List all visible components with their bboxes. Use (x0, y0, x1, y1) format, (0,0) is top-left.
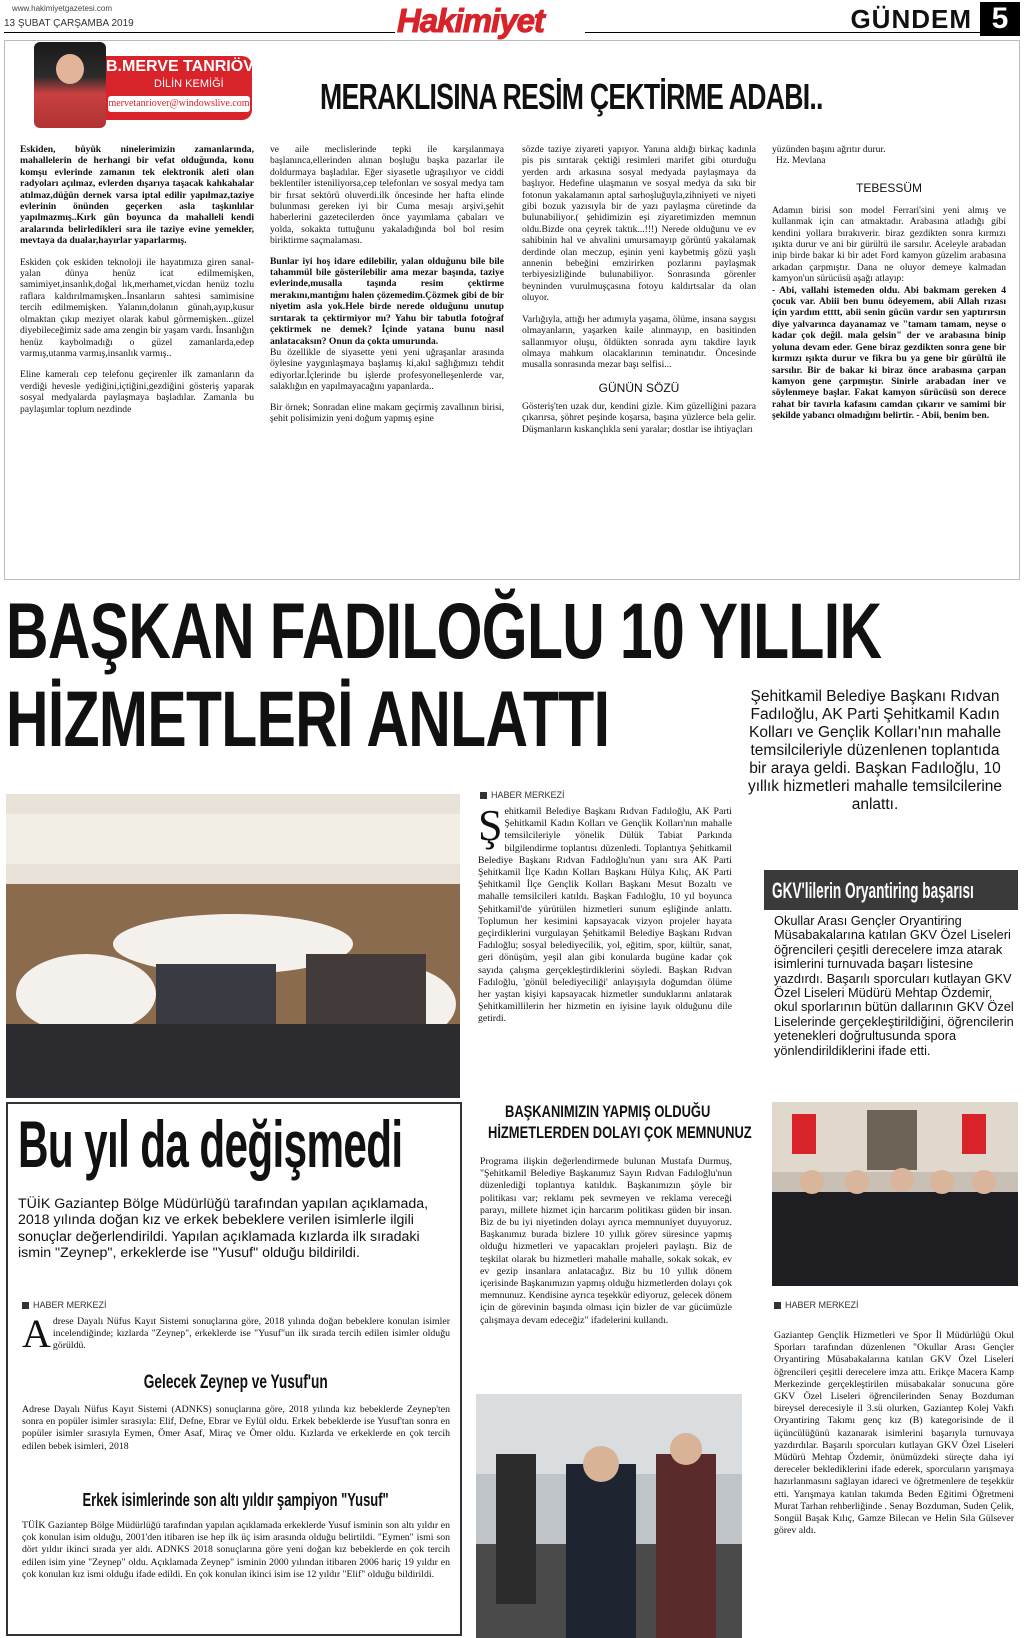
gkv-headline: GKV'lilerin Oryantiring başarısı (772, 878, 974, 903)
column-paragraph: ve aile meclislerinde tepki ile karşılanmaya başlanınca,ellerinden alınan boşluğu başka pazarlar ile doldurmaya başladılar. Eğer siyasetle uğraşılıyor ve ciddi beklentiler isteniliyorsa,cep telefonları ve sosyal medya tam bir fırsat sektörü oluverdi.ilk öncesinde her hafta elinde bulunması gereken iyi bir Cuma mesajı arşivi,şehit haberlerini gazetecilerden önce yayımlama çabaları ve yolda, sokakta tuttuğunu yakaladığında bol bol resim biriktirme saçmalaması. (270, 144, 504, 247)
newspaper-logo (395, 2, 585, 40)
quote-attribution: Hz. Mevlana (776, 155, 826, 167)
column-paragraph: Eskiden çok eskiden teknoloji ile hayatımıza giren sanal-yalan dünya henüz icat edilmemişken, samimiyet,insanlık,doğal lık,merhamet,vicdan henüz tozlu raflara kaldırılmamışken..İnsanların sahtesi samimisine tercih edilmemişken. Yalanın,dolanın günah,ayıp,kusur olmaktan çıkıp meziyet olarak kabul görmemişken...güzel diyebileceğimiz sade ama zengin bir yaşam vardı. İnsanlığın henüz kaybolmadığı o güzel zamanlarda,edep varmış,utanma varmış,insanlık varmış.. (20, 256, 254, 359)
joke-bold-paragraph: - Abi, vallahi istemeden oldu. Abi bakmam gereken 4 çocuk var. Abiii ben bunu ödeyemem, abii Allah rızası için yardım etttt, abii senin gücün vardır sen yaptırırsın diye yalvarınca dayanamaz ve "tamam tamam, neyse o kadar çok değil. mala gelsin" der ve arabasına binip yoluna devam eder. Gene biraz gezdikten sonra gene bir kırmızı ışıkta durur ve fikra bu ya gene bir gürültü ile sarsılır. Bir de bakar ki biraz önce arabasına çarpan kamyon gene çarpmıştır. Sinirle arabadan iner ve söylenmeye başlar. Fakat kamyon sürücüsü son derece rahat bir tavırla kafasını camdan çıkarır ve samimi bir şekilde yabancı olmadığını belirtir. - Abii, benim ben. (772, 284, 1006, 422)
names-byline: HABER MERKEZİ (22, 1300, 107, 1310)
author-card (14, 42, 277, 128)
gkv-byline: HABER MERKEZİ (774, 1300, 859, 1310)
gunun-sozu-title: GÜNÜN SÖZÜ (598, 380, 680, 395)
column-bold-paragraph: Bunlar iyi hoş idare edilebilir, yalan olduğunu bile bile tahammül bile gösterilebilir ama mezar başında, taziye evlerinde,musalla taşında resim çektirme merakını,mantığını halen çözemedim.Çözmek gibi de bir niyetim asla yok.Hele birde nerede olduğunu unutup sırıtarak ta çektirmiyor mı? Yahu bir tabutla fotoğraf çektirmek ne demek? İçinde yatana bunu nasıl anlatacaksın? Onun da çokta umurunda. (270, 255, 504, 347)
main-story-summary: Şehitkamil Belediye Başkanı Rıdvan Fadıloğlu, AK Parti Şehitkamil Kadın Kolları ve Gençlik Kolları'nın mahalle temsilcileriyle düzenlenen toplantıda bir araya geldi. Başkan Fadıloğlu, 10 yıllık hizmetleri mahalle temsilcilerine anlattı. (747, 688, 1003, 813)
column-text-col4 (772, 144, 1006, 422)
names-paragraph: Adrese Dayalı Nüfus Kayıt Sistemi (ADNKS) sonuçlarına göre, 2018 yılında kız bebeklerde Zeynep'ten sonra en popüler isimler sırasıyla: Elif, Defne, Ebrar ve Eylül oldu. Erkek bebeklerde ise Yusuf'tan sonra en popüler isimler sırasıyla Eymen, Ömer Asaf, Miraç ve Ömer oldu. Kızlarda ve erkeklerde en çok tercih edilen bebek isimleri, 2018 (22, 1404, 450, 1452)
issue-date: 13 ŞUBAT ÇARŞAMBA 2019 (4, 18, 134, 29)
gkv-summary: Okullar Arası Gençler Oryantiring Müsabakalarına katılan GKV Özel Liseleri öğrencileri çeşitli derecelere imza atarak isimlerini turnuvada başarı listesine yazdırdı. Başarılı sporcuları kutlayan GKV Özel Liseleri Müdürü Mehtap Özdemir, okul sporlarının bütün dallarının GKV Özel Liselerinde gerçekleştirildiğini, öğrencilerin yetenekleri doğrultusunda spora yönlendirildiklerini ifade etti. (774, 913, 1014, 1058)
meeting-photo (6, 794, 460, 1098)
main-story-paragraph: ehitkamil Belediye Başkanı Rıdvan Fadıloğlu, AK Parti Şehitkamil Kadın Kolları ve Gençlik Kolları'nın mahalle temsilcileriyle yönelik Dülük Tabiat Parkında bilgilendirme toplantısı düzenledi. Toplantıya Şehitkamil Belediye Başkanı Rıdvan Fadıloğlu'nun yanı sıra AK Parti Şehitkamil İlçe Kadın Kolları Başkanı Hülya Kılıç, AK Parti Şehitkamil İlçe Gençlik Kolları Başkanı Mesut Bozaltı ve mahalle temsilcileri katıldı. Başkan Fadıloğlu, 10 yıl boyunca Şehitkamil'de yürütülen hizmetleri sunum eşliğinde anlattı. Toplumun her kesimini kapsayacak vizyon projeler hayata geçirdiklerini vurgulayan Şehitkamil Belediye Başkanı Rıdvan Fadıloğlu; sosyal belediyecilik, yol, eğitim, spor, kültür, sanat, geri dönüşüm, yeşil alan gibi konularda bugüne kadar çok sayıda çalışma gerçekleştirdiklerini söyledi. Başkan Rıdvan Fadıloğlu, 'gönül belediyeciliği' anlayışıyla doğumdan ölüme her yaştan kişiyi kapsayacak hizmetler sunduklarını anlatarak Şehitkamillilerin her hizmetin en iyisine layık olduğunu dile getirdi. (478, 806, 732, 1025)
names-subhead-2: Erkek isimlerinde son altı yıldır şampiyon "Yusuf" (82, 1490, 390, 1510)
gunun-sozu-text: Gösteriş'ten uzak dur, kendini gizle. Kim güzelliğini pazara çıkarırsa, şöhret peşinde koşarsa, başına yüzlerce bela gelir. Düşmanların kıskançlıkla seni yaralar; dostlar ise ihtiyaçları (522, 400, 756, 435)
site-url[interactable]: www.hakimiyetgazetesi.com (12, 4, 113, 13)
section-name: GÜNDEM (850, 4, 972, 34)
main-story-body (478, 801, 732, 1026)
main-headline-line2: HİZMETLERİ ANLATTI (6, 675, 610, 764)
names-summary: TÜİK Gaziantep Bölge Müdürlüğü tarafından yapılan açıklamada, 2018 yılında doğan kız ve erkek bebeklere verilen isimlerle ilgili sonuçlar değerlendirildi. Yapılan açıklamada kızlarda ilk sıradaki ismin "Zeynep", erkeklerde ise "Yusuf" olduğu bildirildi. (18, 1196, 429, 1262)
joke-paragraph: Adamın birisi son model Ferrari'sini yeni almış ve kullanmak için can atmaktadır. Arabasına atladığı gibi kendini yollara bırakıverir. biraz gezdikten sonra kırmızı ışıkta durur ve ani bir gürültü ile sarsılır. Aceleyle arabadan inip birde bakar ki bir adet Ford kamyon güzelim arabasına arkadan çarpmıştır. Dana ne oluyor demeye kalmadan kamyon'un sürücüsü aşağı atlayıp: (772, 204, 1006, 285)
main-byline: HABER MERKEZİ (480, 790, 565, 800)
main-headline-line1: BAŞKAN FADILOĞLU 10 YILLIK (6, 587, 882, 676)
column-paragraph: Bir örnek; Sonradan eline makam geçirmiş zavallının birisi, şehit polisimizin yeni doğum yapmış eşine (270, 401, 504, 424)
main-subhead-line1: BAŞKANIMIZIN YAPMIŞ OLDUĞU (505, 1102, 711, 1121)
names-body-2 (22, 1520, 450, 1581)
main-subhead-line2: HİZMETLERDEN DOLAYI ÇOK MEMNUNUZ (488, 1123, 752, 1142)
page-number: 5 (980, 2, 1020, 36)
column-name: DİLİN KEMİĞİ (154, 78, 224, 90)
column-paragraph: Bu özellikle de siyasette yeni yeni uğraşanlar arasında öylesine yaygınlaşmaya başlamış ki,akıl sağlığımızı tehdit ediyorlar.İçlerinde bu işlerde profesyonelleşenlerde var, salaklığın en yapılmayacağını yapanlarda.. (270, 346, 504, 393)
main-story-body2 (480, 1156, 732, 1327)
column-paragraph: Varlığıyla, attığı her adımıyla yaşama, ölüme, insana saygısı olmayanların, yaşarken kaile alınmayıp, en basitinden sallanmıyor oluşu, öldükten sonrada aynı takdire layık olmaya mahkum olacaklarının teminatıdır. Öncesinde musalla sonrasında mezar başı selfisi... (522, 313, 756, 371)
gkv-team-photo (772, 1102, 1018, 1286)
names-headline: Bu yıl da değişmedi (18, 1107, 403, 1181)
names-paragraph: drese Dayalı Nüfus Kayıt Sistemi sonuçlarına göre, 2018 yılında doğan bebeklere konulan isimler incelendiğinde; kızlarda "Zeynep", erkeklerde ise "Yusuf"un ilk sırada tercih edilen isimler olduğu görüldü. (52, 1316, 450, 1352)
column-paragraph: yüzünden başını ağrıtır durur. (772, 144, 886, 155)
author-email[interactable]: mervetanriover@windowslive.com (108, 96, 250, 112)
names-paragraph: TÜİK Gaziantep Bölge Müdürlüğü tarafından yapılan açıklamada erkeklerde Yusuf isminin son altı yıldır en çok konulan isim olduğu, 2001'den itibaren ise hep ilk üç isim arasında olduğu belirtildi. "Eymen" ismi son dört yıldır ikinci sırada yer aldı. ADNKS 2018 sonuçlarına göre yeni doğan kız bebeklerde en çok tercih edilen isim yine "Zeynep" oldu. Açıklamada Zeynep" isminin 2000 yılından itibaren 2006 hariç 19 yıldır en çok konulan kız ismi olduğu ifade edildi. En çok konulan ikinci isim ise 12 yıldır "Elif" olduğu bildirildi. (22, 1520, 450, 1580)
column-paragraph: sözde taziye ziyareti yapıyor. Yanına aldığı birkaç kadınla pis pis sırıtarak çektiği resimleri marifet gibi oturduğu yerden ardı arkasına sosyal medyada paylaşmaya da başlıyor. Hedefine ulaşmanın ve sosyal medya da sıkı bir fotonun yakalamanın aptal sarhoşluğuyla,zihniyeti ve niyeti gibi bozuk yazısıyla bir de yazı paylaşma cüretinde da bulunabiliyor.( şehidimizin eşi ziyaretimizden memnun oldu.Bizde ona çeyrek taktık...!!!) Nerede olduğunu ve ev sahibinin hal ve ahvalini umursamayıp görüntü yakalamak derdinde olan meczup, eşinin yeni kaybetmiş gözü yaşlı annenin bebeğini emzirirken pozlarını paylaşmak terbiyesizliğinde bulunabiliyor. Sonrasında görenler beyninden vurulmuşçasına fotoyu kaldırtsalar da olan oluyor. (522, 144, 756, 304)
author-photo (34, 42, 106, 128)
logo-text: Hakimiyet (397, 2, 544, 39)
gkv-body (774, 1330, 1014, 1537)
column-bold-intro: Eskiden, büyük ninelerimizin zamanlarında, mahallelerin de herhangi bir vefat olduğunda, konu komşu evlerinde zamanın tek elektronik aleti olan radyoları açılmaz, evlerden dışarıya taşacak kahkahalar atılmaz,düğün dernek varsa iptal edilir yapılmaz,taziye evlerinin önünden geçerken asla taşkınlılar yapılmazmış..Kırk gün boyunca da mahalleli kendi aralarında belirledikleri sıra ile taziye evine yemekler, mevtaya da dualar,hayırlar yaparlarmış. (20, 144, 254, 247)
column-text-col1 (20, 144, 254, 415)
gkv-paragraph: Gaziantep Gençlik Hizmetleri ve Spor İl Müdürlüğü Okul Sporları tarafından düzenlenen "Okullar Arası Gençler Oryantiring Müsabakalarına katılan GKV Özel Liseleri öğrencileri çeşitli derecelere imza attı. Erikçe Macera Kamp Merkezinde gerçekleştirilen müsabakalar sonucuna göre GKV Özel Liseleri öğrencilerinden Senay Bozduman bireysel derecesiyle il 3.sü olurken, Gaziantep Kolej Vakfı Oryantiring Takımı genç kız (B) kategorisinde de il üçüncülüğünü kazanarak isimlerini başarıyla turnuvaya yazdırdılar. Başarılı sporcuları kutlayan GKV Özel Liseleri Müdürü Mehtap Özdemir, önümüzdeki süreçte daha iyi dereceler beklediklerini ifade ederek, sporcuların yarışmaya hazırlanmasını sağlayan idareci ve öğretmenlere de teşekkür etti. Yarışmaya katılan takımda Beden Eğitimi Öğretmeni Murat Tarhan rehberliğinde . Senay Bozduman, Suden Çelik, Songül Başak Kılıç, Gamze Bilecan ve Helin Sıla Gülsever görev aldı. (774, 1330, 1014, 1537)
names-body-1 (22, 1404, 450, 1453)
names-sub1-wrap (22, 1372, 450, 1394)
tebessum-title: TEBESSÜM (855, 180, 922, 195)
column-title: MERAKLISINA RESİM ÇEKTİRME ADABI.. (320, 76, 823, 117)
drop-cap: A (22, 1311, 51, 1356)
column-text-col3 (522, 144, 756, 435)
names-sub2-wrap (22, 1490, 450, 1511)
column-text-col2 (270, 144, 504, 424)
names-intro (22, 1311, 450, 1356)
column-paragraph: Eline kameralı cep telefonu geçirenler ilk zamanların da verdiği hevesle yediğini,içtiğini,gezdiğini gösteriş yaparak sosyal medyalarda paylaşmaya başladılar. Zamanla bu paylaşımlar toplum nezdinde (20, 369, 254, 415)
main-story-paragraph: Programa ilişkin değerlendirmede bulunan Mustafa Durmuş, "Şehitkamil Belediye Başkanımız Sayın Rıdvan Fadıloğlu'nun düzenlediği toplantıya katıldık. Başkanımızın şöyle bir politikası var; reklamı pek sevmeyen ve reklama vereceği parayı, millete hizmet için harcarım politikası güden bir insan. Biz de bu iyi niyetinden dolayı ayrıca memnuniyet duyuyoruz. Başkanımız burada bizlere 10 yıllık görev süresince yapmış olduğu hizmetleri ve yapacakları projeleri paylaştı. Biz de teşkilat olarak bu hizmetleri mahalle mahalle, sokak sokak, ev ev gezip insanlara anlatacağız. Biz bu 10 yıllık dönem içerisinde Başkanımızın yapmış olduğu hizmetlerden dolayı çok memnunuz. Kendisine ayrıca teşekkür ediyoruz, gelecek dönem için de görevinin başında olması için bizler de var gücümüzle çalışmaya devam edeceğiz" ifadelerini kullandı. (480, 1156, 732, 1326)
drop-cap: Ş (478, 801, 503, 850)
names-subhead-1: Gelecek Zeynep ve Yusuf'un (144, 1372, 328, 1393)
author-name: B.MERVE TANRIÖVER (106, 58, 277, 75)
ceremony-photo (476, 1394, 742, 1638)
